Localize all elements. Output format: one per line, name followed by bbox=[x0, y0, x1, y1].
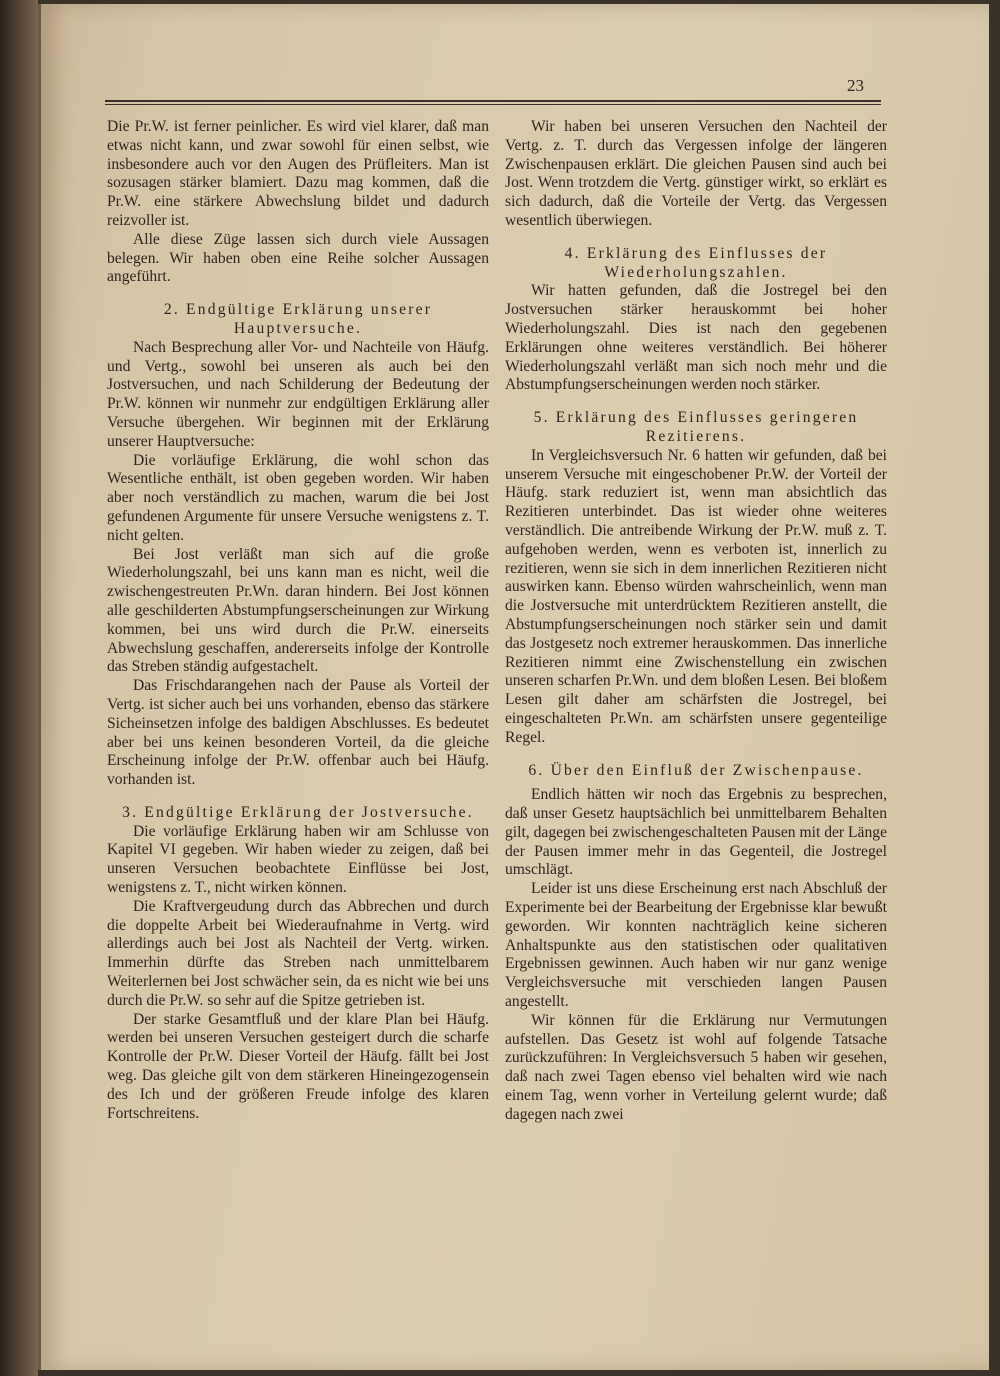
paragraph: In Vergleichsversuch Nr. 6 hatten wir gefunden, daß bei unserem Versuche mit eingeschobener Pr.W. der Vorteil der Häufg. stark reduziert ist, wenn man absichtlich das Rezitieren unterbindet. Das ist wieder ohne weiteres verständlich. Die antreibende Wirkung der Pr.W. muß z. T. aufgehoben werden, wenn es verboten ist, innerlich zu rezitieren, wenn sie sich in dem innerlichen Rezitieren nicht auswirken kann. Ebenso würden wahrscheinlich, wenn man die Jostversuche mit unterdrücktem Rezitieren anstellt, die Abstumpfungserscheinungen noch stärker sein und damit das Jostgesetz noch extremer herauskommen. Das innerliche Rezitieren nimmt eine Zwischenstellung ein zwischen unseren scharfen Pr.Wn. und dem bloßen Lesen. Bei bloßem Lesen gilt daher am schärfsten die Jostregel, bei eingeschalteten Pr.Wn. am schärfsten unsere gegenteilige Regel. bbox=[505, 446, 887, 746]
paragraph: Die vorläufige Erklärung, die wohl schon das Wesentliche enthält, ist oben gegeben worden. Wir haben aber noch verständlich zu machen, warum die bei Jost gefundenen Argumente für unsere Versuche wenigstens z. T. nicht gelten. bbox=[107, 451, 489, 544]
section-heading: 6. Über den Einfluß der Zwischenpause. bbox=[528, 761, 864, 779]
paragraph: Endlich hätten wir noch das Ergebnis zu besprechen, daß unser Gesetz hauptsächlich bei unmittelbarem Behalten gilt, dagegen bei zwischengeschalteten Pausen mit der Länge der Pausen immer mehr in das Gegenteil, die Jostregel umschlägt. bbox=[505, 786, 887, 879]
paragraph: Wir hatten gefunden, daß die Jostregel bei den Jostversuchen stärker herauskommt bei hoher Wiederholungszahl. Dies ist nach den gegebenen Erklärungen ohne weiteres verständlich. Bei höherer Wiederholungszahl verläßt man sich noch mehr und die Abstumpfungserscheinungen werden noch stärker. bbox=[505, 282, 887, 394]
left-column bbox=[107, 118, 489, 1123]
section-heading: 4. Erklärung des Einflusses der Wiederholungszahlen. bbox=[564, 244, 828, 281]
paragraph: Die Kraftvergeudung durch das Abbrechen und durch die doppelte Arbeit bei Wiederaufnahme in Vertg. wird allerdings auch bei Jost als Nachteil der Vertg. wirken. Immerhin dürfte das Streben nach unmittelbarem Weiterlernen bei Jost schwächer sein, da es nicht wie bei uns durch die Pr.W. so sehr auf die Spitze getrieben ist. bbox=[107, 897, 489, 1009]
header-rule-thin bbox=[105, 104, 881, 105]
right-column bbox=[505, 118, 887, 1125]
paragraph: Die vorläufige Erklärung haben wir am Schlusse von Kapitel VI gegeben. Wir haben wieder zu zeigen, daß bei unseren Versuchen beobachtete Einflüsse bei Jost, wenigstens z. T., nicht wirken können. bbox=[107, 822, 489, 897]
page-number: 23 bbox=[847, 76, 864, 95]
paragraph: Der starke Gesamtfluß und der klare Plan bei Häufg. werden bei unseren Versuchen gesteigert durch die scharfe Kontrolle der Pr.W. Dieser Vorteil der Häufg. fällt bei Jost weg. Das gleiche gilt von dem stärkeren Hineingezogensein des Ich und der größeren Freude infolge des klaren Fortschreitens. bbox=[107, 1010, 489, 1122]
paragraph: Bei Jost verläßt man sich auf die große Wiederholungszahl, bei uns kann man es nicht, weil die zwischengestreuten Pr.Wn. daran hindern. Bei Jost können alle geschilderten Abstumpfungserscheinungen zur Wirkung kommen, bei uns wird durch die Pr.W. einerseits Abwechslung geschaffen, andererseits infolge der Kontrolle das Streben ständig aufgestachelt. bbox=[107, 545, 489, 676]
paragraph: Leider ist uns diese Erscheinung erst nach Abschluß der Experimente bei der Bearbeitung der Ergebnisse klar bewußt geworden. Wir konnten nachträglich keine sicheren Anhaltspunkte aus den statistischen oder qualitativen Ergebnissen gewinnen. Auch haben wir nur ganz wenige Vergleichsversuche mit verschieden langen Pausen angestellt. bbox=[505, 880, 887, 1011]
paragraph: Das Frischdarangehen nach der Pause als Vorteil der Vertg. ist sicher auch bei uns vorhanden, ebenso das stärkere Sicheinsetzen infolge des baldigen Abschlusses. Es bedeutet aber bei uns keinen besonderen Vorteil, da die gleiche Erscheinung infolge der Pr.W. offenbar auch bei Häufg. vorhanden ist. bbox=[107, 677, 489, 789]
paragraph: Wir können für die Erklärung nur Vermutungen aufstellen. Das Gesetz ist wohl auf folgende Tatsache zurückzuführen: In Vergleichsversuch 5 haben wir gesehen, daß nach zwei Tagen ebenso viel behalten wird wie nach einem Tag, wenn vorher in Verteilung gelernt wurde; daß dagegen nach zwei bbox=[505, 1011, 887, 1123]
book-page bbox=[38, 4, 989, 1370]
paragraph: Alle diese Züge lassen sich durch viele Aussagen belegen. Wir haben oben eine Reihe solcher Aussagen angeführt. bbox=[107, 230, 489, 286]
paragraph: Nach Besprechung aller Vor- und Nachteile von Häufg. und Vertg., sowohl bei unseren als auch bei den Jostversuchen, und nach Schilderung der Bedeutung der Pr.W. können wir nunmehr zur endgültigen Erklärung aller Versuche übergehen. Wir beginnen mit der Erklärung unserer Hauptversuche: bbox=[107, 338, 489, 450]
section-heading: 2. Endgültige Erklärung unserer Hauptversuche. bbox=[163, 301, 433, 337]
paragraph: Die Pr.W. ist ferner peinlicher. Es wird viel klarer, daß man etwas nicht kann, und zwar sowohl für einen selbst, wie insbesondere auch vor den Augen des Prüfleiters. Man ist sozusagen stärker blamiert. Dazu mag kommen, daß die Pr.W. eine stärkere Abwechslung bildet und dadurch reizvoller ist. bbox=[107, 118, 489, 229]
header-rule bbox=[105, 100, 881, 102]
book-binding-edge bbox=[0, 0, 38, 1376]
paragraph: Wir haben bei unseren Versuchen den Nachteil der Vertg. z. T. durch das Vergessen infolge der längeren Zwischenpausen erklärt. Die gleichen Pausen sind auch bei Jost. Wenn trotzdem die Vertg. günstiger wirkt, so erklärt es sich dadurch, daß die Vorteile der Vertg. das Vergessen wesentlich überwiegen. bbox=[505, 118, 887, 229]
section-heading: 5. Erklärung des Einflusses geringeren Rezitierens. bbox=[533, 409, 859, 445]
section-heading: 3. Endgültige Erklärung der Jostversuche. bbox=[122, 803, 474, 821]
